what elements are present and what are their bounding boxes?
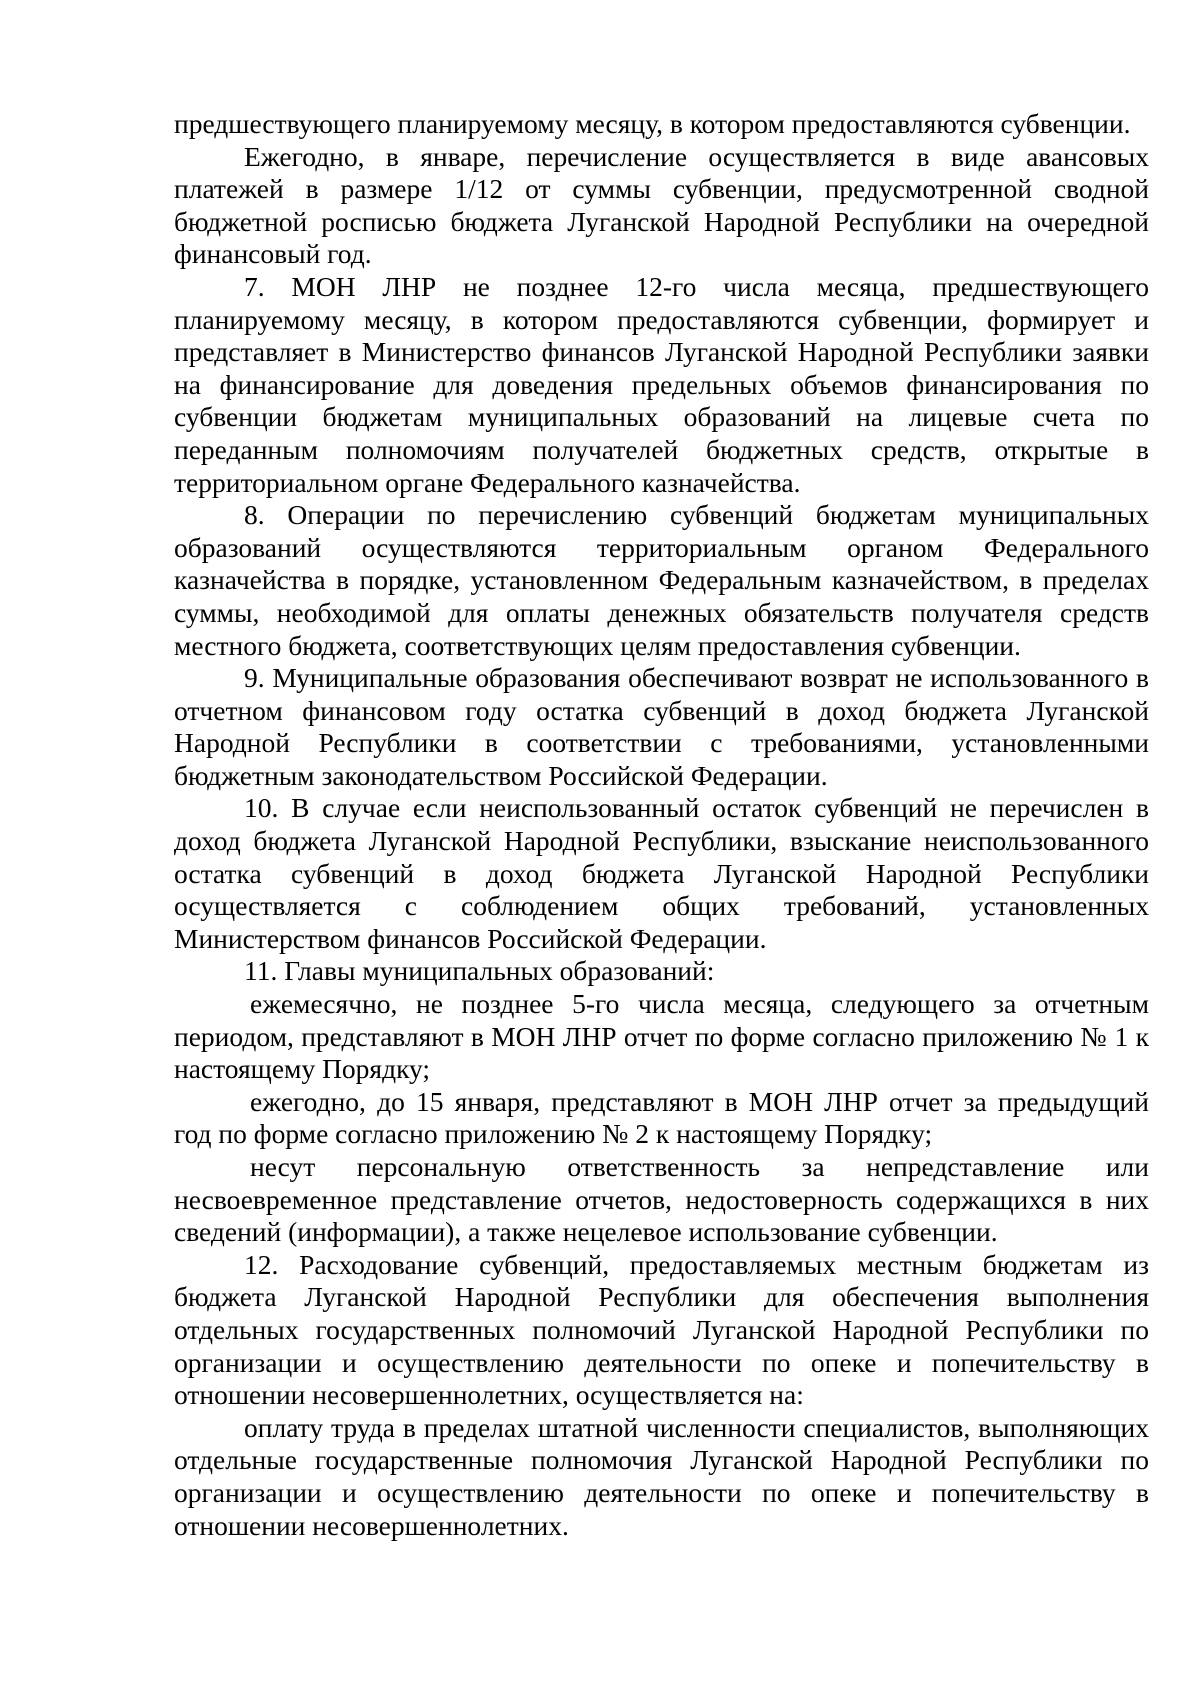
paragraph-item-10: 10. В случае если неиспользованный остаток субвенций не перечислен в доход бюджета Луганской Народной Республики, взыскание неиспользованного остатка субвенций в доход бюджета Луганской Народной Республики осуществляется с соблюдением общих требований, установленных Министерством финансов Российской Федерации. xyxy=(174,792,1149,954)
paragraph-item-7: 7. МОН ЛНР не позднее 12-го числа месяца, предшествующего планируемому месяцу, в котором предоставляются субвенции, формирует и представляет в Министерство финансов Луганской Народной Республики заявки на финансирование для доведения предельных объемов финансирования по субвенции бюджетам муниципальных образований на лицевые счета по переданным полномочиям получателей бюджетных средств, открытые в территориальном органе Федерального казначейства. xyxy=(174,270,1149,498)
paragraph-item-9: 9. Муниципальные образования обеспечивают возврат не использованного в отчетном финансовом году остатка субвенций в доход бюджета Луганской Народной Республики в соответствии с требованиями, установленными бюджетным законодательством Российской Федерации. xyxy=(174,662,1149,791)
paragraph-monthly-report: ежемесячно, не позднее 5-го числа месяца, следующего за отчетным периодом, представляют в МОН ЛНР отчет по форме согласно приложению № 1 к настоящему Порядку; xyxy=(174,988,1149,1085)
paragraph-annual-advance: Ежегодно, в январе, перечисление осуществляется в виде авансовых платежей в размере 1/12 от суммы субвенции, предусмотренной сводной бюджетной росписью бюджета Луганской Народной Республики на очередной финансовый год. xyxy=(174,140,1149,270)
paragraph-item-8: 8. Операции по перечислению субвенций бюджетам муниципальных образований осуществляются территориальным органом Федерального казначейства в порядке, установленном Федеральным казначейством, в пределах суммы, необходимой для оплаты денежных обязательств получателя средств местного бюджета, соответствующих целям предоставления субвенции. xyxy=(174,499,1149,661)
paragraph-item-11: 11. Главы муниципальных образований: xyxy=(244,955,715,987)
paragraph-continuation: предшествующего планируемому месяцу, в котором предоставляются субвенции. xyxy=(174,108,1131,139)
document-page xyxy=(174,108,1149,1542)
paragraph-salary: оплату труда в пределах штатной численности специалистов, выполняющих отдельные государственные полномочия Луганской Народной Республики по организации и осуществлению деятельности по опеке и попечительству в отношении несовершеннолетних. xyxy=(174,1411,1149,1541)
paragraph-item-12: 12. Расходование субвенций, предоставляемых местным бюджетам из бюджета Луганской Народной Республики для обеспечения выполнения отдельных государственных полномочий Луганской Народной Республики по организации и осуществлению деятельности по опеке и попечительству в отношении несовершеннолетних, осуществляется на: xyxy=(174,1248,1149,1411)
paragraph-responsibility: несут персональную ответственность за непредставление или несвоевременное представление отчетов, недостоверность содержащихся в них сведений (информации), а также нецелевое использование субвенции. xyxy=(174,1151,1149,1248)
paragraph-annual-report: ежегодно, до 15 января, представляют в МОН ЛНР отчет за предыдущий год по форме согласно приложению № 2 к настоящему Порядку; xyxy=(174,1085,1149,1150)
